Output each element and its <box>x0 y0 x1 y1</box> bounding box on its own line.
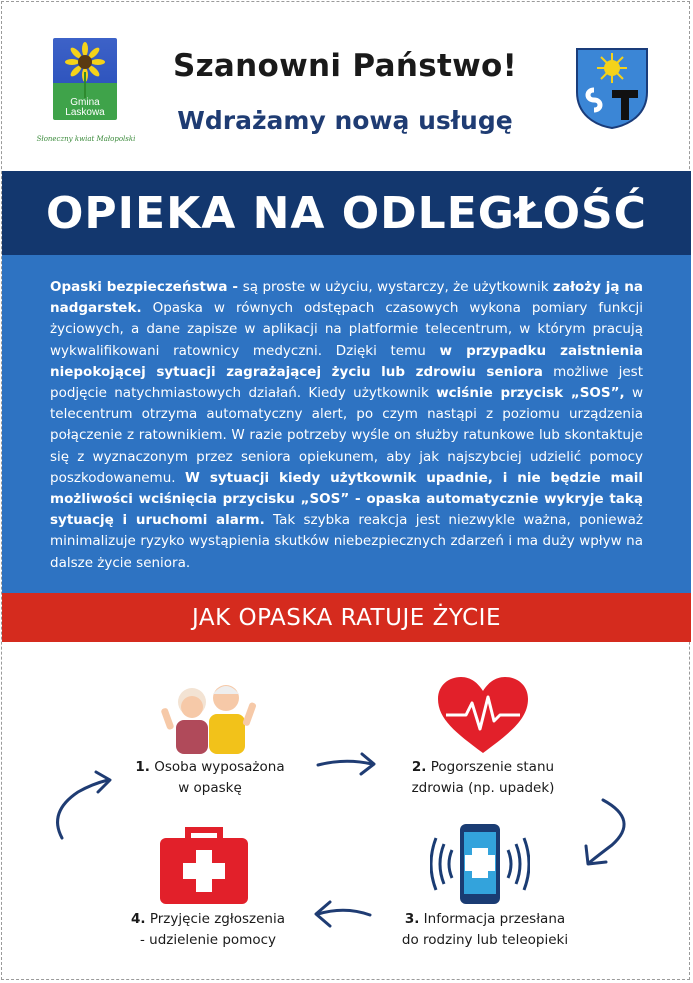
coat-of-arms-icon <box>574 46 650 130</box>
paragraph-run: W sytuacji kiedy użytkownik upadnie, i nie będzie mail możliwości wciśnięcia przycisku „SOS” - opaska automatycznie wykryje taką sytuację i uruchomi alarm. <box>50 469 643 529</box>
paragraph-run: możliwe jest podjęcie natychmiastowych działań. Kiedy użytkownik <box>50 363 644 402</box>
banner-title: OPIEKA NA ODLEGŁOŚĆ <box>46 187 647 239</box>
paragraph-run: Opaski bezpieczeństwa - <box>50 279 243 295</box>
arrow-down-head-icon <box>586 846 606 864</box>
sunflower-icon <box>53 38 117 98</box>
logo-tagline: Słoneczny kwiat Małopolski <box>36 135 136 143</box>
page-title: Szanowni Państwo! <box>172 48 518 84</box>
step-4-label: 4. Przyjęcie zgłoszenia - udzielenie pomocy <box>131 911 285 948</box>
flow-arrows <box>0 640 693 980</box>
paragraph-run: są proste w użyciu, wystarczy, że użytkownik <box>242 279 554 295</box>
gmina-logo <box>30 38 142 148</box>
step-2-label: 2. Pogorszenie stanu zdrowia (np. upadek) <box>411 759 555 796</box>
section-bar <box>2 593 691 642</box>
description-text <box>50 277 643 574</box>
paragraph-run: w przypadku zaistnienia niepokojącej sytuacji zagrażającej życiu lub zdrowiu seniora <box>50 342 643 380</box>
section-title: JAK OPASKA RATUJE ŻYCIE <box>192 604 501 631</box>
paragraph-run: Tak szybka reakcja jest niezwykle ważna, ponieważ minimalizuje ryzyko wystąpienia skutków niebezpiecznych zdarzeń i ma duży wpływ na dalsze życie seniora. <box>50 512 643 571</box>
arrow-left-icon <box>318 910 370 915</box>
logo-text: Gmina Laskowa <box>65 97 105 118</box>
arrow-right-icon <box>318 761 372 765</box>
paragraph-run: Opaska w równych odstępach czasowych wykona pomiary funkcji życiowych, a dane zapisze w aplikacji na platformie telecentrum, w którym pracują wykwalifikowani ratownicy medyczni. Dzięki temu <box>50 300 643 359</box>
paragraph-run: wciśnie przycisk „SOS”, <box>436 385 625 402</box>
paragraph-run: w telecentrum otrzyma automatyczny alert, po czym nastąpi z poziomu urządzenia połączenie z ratownikiem. W razie potrzeby wyśle on służby ratunkowe lub skontaktuje się z wyznaczonym przez seniora opiekunem, aby jak najszybciej udzielić pomocy poszkodowanemu. <box>50 385 643 486</box>
main-banner <box>2 171 691 255</box>
page-subtitle: Wdrażamy nową usługę <box>177 106 513 135</box>
arrow-down-icon <box>590 800 624 862</box>
step-3-label: 3. Informacja przesłana do rodziny lub teleopieki <box>401 911 569 948</box>
step-1-label: 1. Osoba wyposażona w opaskę <box>135 759 285 796</box>
paragraph-run: założy ją na nadgarstek. <box>50 279 643 317</box>
